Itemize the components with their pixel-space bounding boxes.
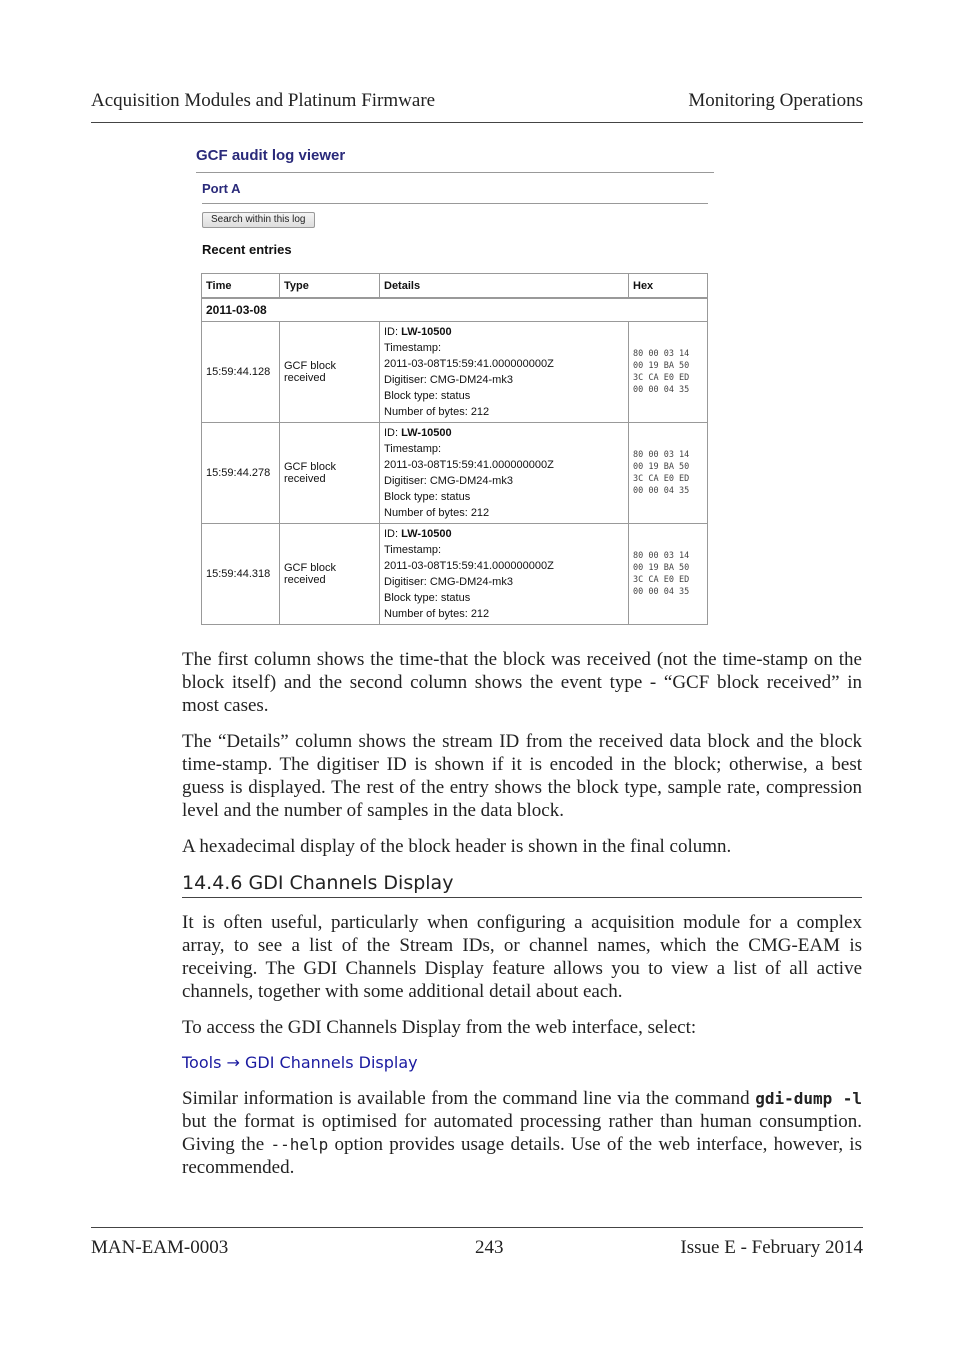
body-text (182, 648, 862, 1192)
hex-cell (629, 322, 708, 423)
id-label: ID: (384, 326, 399, 338)
col-time: Time (202, 274, 280, 299)
divider (196, 172, 714, 173)
hex-line: 00 19 BA 50 (633, 361, 690, 371)
hex-line: 3C CA E0 ED (633, 474, 690, 484)
details-cell (380, 423, 629, 524)
text: option provides usage details. Use of the web interface, however, is recommended. (182, 1134, 862, 1178)
byte-count: Number of bytes: 212 (384, 406, 490, 418)
hex-line: 80 00 03 14 (633, 349, 690, 359)
page-number: 243 (475, 1237, 504, 1258)
hex-line: 00 00 04 35 (633, 486, 690, 496)
footer-rule (91, 1227, 863, 1228)
details-cell (380, 524, 629, 625)
time-cell: 15:59:44.278 (202, 423, 280, 524)
text: Similar information is available from the command line via the command (182, 1088, 756, 1109)
hex-line: 00 19 BA 50 (633, 462, 690, 472)
digitiser: Digitiser: CMG-DM24-mk3 (384, 374, 513, 386)
viewer-title: GCF audit log viewer (196, 147, 346, 164)
digitiser: Digitiser: CMG-DM24-mk3 (384, 576, 513, 588)
stream-id: LW-10500 (401, 326, 452, 338)
byte-count: Number of bytes: 212 (384, 608, 490, 620)
menu-path: Tools → GDI Channels Display (182, 1053, 418, 1072)
paragraph: The “Details” column shows the stream ID from the received data block and the block time-stamp. The digitiser ID is shown if it is encoded in the block; otherwise, a best guess is displayed. The rest of the entry shows the block type, sample rate, compression level and the number of samples in the data block. (182, 731, 862, 821)
hex-line: 80 00 03 14 (633, 551, 690, 561)
stream-id: LW-10500 (401, 427, 452, 439)
hex-cell (629, 524, 708, 625)
col-type: Type (280, 274, 380, 299)
hex-line: 00 19 BA 50 (633, 563, 690, 573)
id-label: ID: (384, 528, 399, 540)
table-row (202, 524, 708, 625)
audit-log-table (201, 273, 708, 625)
col-hex: Hex (629, 274, 708, 299)
type-cell: GCF block received (280, 322, 380, 423)
timestamp-label: Timestamp: (384, 544, 442, 556)
time-cell: 15:59:44.128 (202, 322, 280, 423)
hex-line: 00 00 04 35 (633, 587, 690, 597)
footer-issue: Issue E - February 2014 (680, 1237, 863, 1258)
hex-line: 3C CA E0 ED (633, 575, 690, 585)
timestamp-value: 2011-03-08T15:59:41.000000000Z (384, 560, 554, 572)
hex-line: 80 00 03 14 (633, 450, 690, 460)
block-type: Block type: status (384, 491, 471, 503)
header-rule (91, 122, 863, 123)
byte-count: Number of bytes: 212 (384, 507, 490, 519)
hex-cell (629, 423, 708, 524)
stream-id: LW-10500 (401, 528, 452, 540)
port-heading: Port A (202, 181, 241, 196)
table-row (202, 322, 708, 423)
running-header-right: Monitoring Operations (688, 90, 863, 111)
command-code: gdi-dump -l (755, 1089, 862, 1108)
type-cell: GCF block received (280, 423, 380, 524)
text: but the format is optimised for automated processing rather than human consumption. Giving the (182, 1111, 862, 1155)
paragraph: A hexadecimal display of the block header is shown in the final column. (182, 836, 732, 857)
id-label: ID: (384, 427, 399, 439)
col-details: Details (380, 274, 629, 299)
hex-line: 3C CA E0 ED (633, 373, 690, 383)
type-cell: GCF block received (280, 524, 380, 625)
paragraph (182, 1087, 862, 1179)
date-group-row: 2011-03-08 (202, 298, 708, 322)
running-header-left: Acquisition Modules and Platinum Firmware (91, 90, 436, 111)
block-type: Block type: status (384, 592, 471, 604)
timestamp-value: 2011-03-08T15:59:41.000000000Z (384, 459, 554, 471)
search-log-button[interactable]: Search within this log (202, 212, 315, 228)
paragraph: To access the GDI Channels Display from the web interface, select: (182, 1017, 697, 1038)
section-heading: 14.4.6 GDI Channels Display (182, 871, 862, 898)
paragraph: It is often useful, particularly when configuring a acquisition module for a complex array, to see a list of the Stream IDs, or channel names, which the CMG-EAM is receiving. The GDI Channels Display feature allows you to view a list of all active channels, together with some additional detail about each. (182, 912, 862, 1002)
paragraph: The first column shows the time-that the block was received (not the time-stamp on the block itself) and the second column shows the event type - “GCF block received” in most cases. (182, 649, 862, 716)
table-header-row (202, 274, 708, 299)
block-type: Block type: status (384, 390, 471, 402)
footer-doc-id: MAN-EAM-0003 (91, 1237, 229, 1258)
divider (202, 203, 708, 204)
table-row (202, 423, 708, 524)
audit-log-screenshot (192, 142, 716, 636)
timestamp-label: Timestamp: (384, 443, 442, 455)
timestamp-value: 2011-03-08T15:59:41.000000000Z (384, 358, 554, 370)
recent-entries-heading: Recent entries (202, 242, 292, 257)
time-cell: 15:59:44.318 (202, 524, 280, 625)
option-code: --help (270, 1135, 329, 1154)
timestamp-label: Timestamp: (384, 342, 442, 354)
hex-line: 00 00 04 35 (633, 385, 690, 395)
digitiser: Digitiser: CMG-DM24-mk3 (384, 475, 513, 487)
details-cell (380, 322, 629, 423)
